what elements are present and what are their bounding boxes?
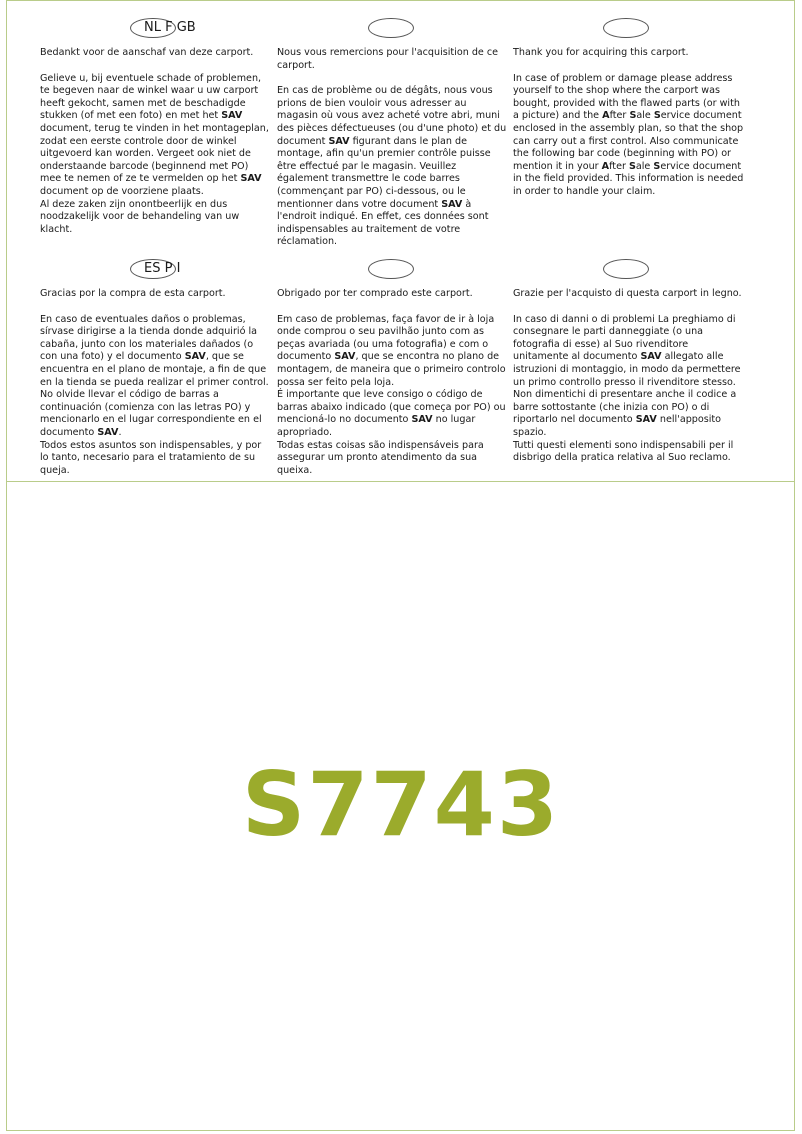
emphasis-run: S — [653, 160, 661, 172]
english-intro: Thank you for acquiring this carport. — [513, 47, 689, 58]
spanish-closing: Todos estos asuntos son indispensables, y por lo tanto, necesario para el tratamiento de su queja. — [40, 439, 262, 476]
spanish-body — [40, 314, 272, 390]
text-run: no lugar apropriado. — [277, 414, 476, 438]
emphasis-run: SAV — [635, 414, 657, 426]
text-run: Non dimentichi di presentare anche il codice a barre sottostante (che inizia con PO) o di riportarlo nel documento — [513, 389, 737, 426]
portuguese-intro: Obrigado por ter comprado este carport. — [277, 288, 473, 299]
text-run: . — [118, 426, 122, 438]
text-run: No olvide llevar el código de barras a continuación (comienza con las letras PO) y mencionarlo en el lugar correspondiente en el documento — [40, 389, 262, 438]
language-codes-top: NL F GB — [144, 20, 196, 35]
dutch-intro: Bedankt voor de aanschaf van deze carport. — [40, 47, 254, 58]
dutch-notice — [40, 47, 272, 236]
language-badge-bottom-center — [368, 259, 414, 279]
section-divider — [6, 481, 795, 482]
emphasis-run: SAV — [221, 110, 243, 122]
emphasis-run: SAV — [411, 414, 433, 426]
language-badge-top-right — [603, 18, 649, 38]
text-run: document op de voorziene plaats. — [40, 185, 204, 197]
text-run: En caso de eventuales daños o problemas, sírvase dirigirse a la tienda donde adquirió la cabaña, junto con los materiales dañados (o con una foto) y el documento — [40, 313, 258, 363]
dutch-body — [40, 73, 272, 199]
emphasis-run: SAV — [334, 351, 356, 363]
text-run: En cas de problème ou de dégâts, nous vous prions de bien vouloir vous adresser au magasin où vous avez acheté votre abri, muni des pièces défectueuses (ou d'une photo) et du document — [277, 85, 507, 147]
italian-body — [513, 314, 745, 390]
text-run: , que se encuentra en el plano de montaje, a fin de que en la tienda se pueda realizar el primer control. — [40, 351, 269, 388]
text-run: Gelieve u, bij eventuele schade of problemen, te begeven naar de winkel waar u uw carport heeft gekocht, samen met de beschadigde stukken (of met een foto) en met het — [40, 72, 262, 122]
text-run: fter — [609, 160, 629, 172]
text-run: à l'endroit indiqué. En effet, ces données sont indispensables au traitement de votre réclamation. — [277, 198, 489, 248]
portuguese-body — [277, 314, 509, 390]
portuguese-closing: Todas estas coisas são indispensáveis para assegurar um pronto atendimento da sua queixa. — [277, 439, 484, 476]
text-run: nell'apposito spazio. — [513, 414, 722, 438]
portuguese-barcode-note — [277, 389, 509, 439]
emphasis-run: SAV — [184, 351, 206, 363]
italian-notice — [513, 288, 745, 465]
emphasis-run: SAV — [97, 426, 119, 438]
french-intro: Nous vous remercions pour l'acquisition de ce carport. — [277, 47, 499, 71]
english-body — [513, 73, 745, 199]
emphasis-run: SAV — [441, 198, 463, 210]
emphasis-run: A — [601, 160, 610, 172]
english-notice — [513, 47, 745, 199]
text-run: document, terug te vinden in het montageplan, zodat een eerste controle door de winkel uitgevoerd kan worden. Vergeet ook niet de onderstaande barcode (beginnend met PO) mee te nemen of ze te vermelden op het — [40, 122, 269, 185]
text-run: , que se encontra no plano de montagem, de maneira que o primeiro controlo possa ser feito pela loja. — [277, 351, 506, 388]
text-run: ervice document in the field provided. This information is needed in order to handle your claim. — [513, 160, 744, 197]
french-notice — [277, 47, 509, 249]
spanish-intro: Gracias por la compra de esta carport. — [40, 288, 226, 299]
text-run: ale — [635, 160, 654, 172]
text-run: ervice document enclosed in the assembly plan, so that the shop can carry out a first control. Also communicate the following bar code (beginning with PO) or mention it in your — [513, 110, 744, 172]
text-run: figurant dans le plan de montage, afin qu'un premier contrôle puisse être effectué par le magasin. Veuillez également transmettre le code barres (commençant par PO) ci-dessous, ou le mentionner dans votre document — [277, 135, 491, 210]
emphasis-run: S — [653, 110, 661, 122]
italian-closing: Tutti questi elementi sono indispensabili per il disbrigo della pratica relativa al Suo reclamo. — [513, 439, 734, 464]
emphasis-run: S — [629, 110, 637, 122]
language-badge-top-center — [368, 18, 414, 38]
product-code: S7743 — [241, 753, 561, 856]
text-run: In case of problem or damage please address yourself to the shop where the carport was bought, provided with the flawed parts (or with a picture) and the — [513, 72, 740, 122]
emphasis-run: SAV — [240, 173, 262, 185]
spanish-notice — [40, 288, 272, 477]
french-body — [277, 85, 509, 249]
emphasis-run: SAV — [640, 351, 662, 363]
text-run: ale — [636, 110, 654, 122]
italian-intro: Grazie per l'acquisto di questa carport in legno. — [513, 288, 742, 299]
emphasis-run: SAV — [328, 135, 350, 147]
text-run: É importante que leve consigo o código de barras abaixo indicado (que começa por PO) ou mencioná-lo no documento — [277, 389, 506, 426]
text-run: Em caso de problemas, faça favor de ir à loja onde comprou o seu pavilhão junto com as peças avariada (ou uma fotografia) e com o documento — [277, 313, 495, 363]
language-codes-bottom: ES P I — [144, 261, 181, 276]
text-run: allegato alle istruzioni di montaggio, in modo da permettere un primo controllo presso il rivenditore stesso. — [513, 351, 741, 388]
emphasis-run: S — [628, 160, 636, 172]
spanish-barcode-note — [40, 389, 272, 439]
portuguese-notice — [277, 288, 509, 477]
language-badge-bottom-right — [603, 259, 649, 279]
dutch-closing: Al deze zaken zijn onontbeerlijk en dus noodzakelijk voor de behandeling van uw klacht. — [40, 198, 240, 235]
italian-barcode-note — [513, 389, 745, 439]
text-run: In caso di danni o di problemi La preghiamo di consegnare le parti danneggiate (o una fotografia di esse) al Suo rivenditore unitamente al documento — [513, 313, 736, 363]
text-run: fter — [609, 110, 630, 122]
emphasis-run: A — [602, 110, 610, 122]
